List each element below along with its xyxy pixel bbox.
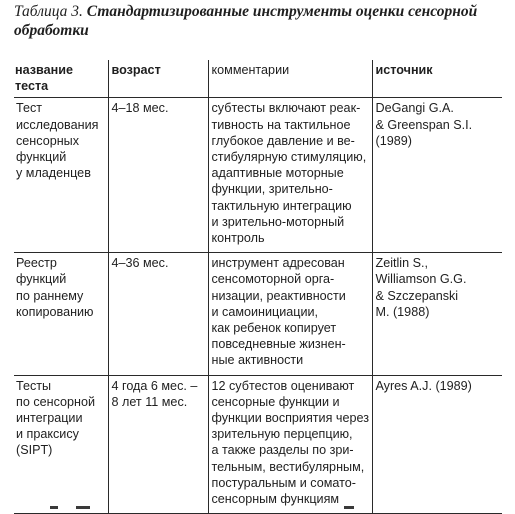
cell-comments-line: глубокое давление и ве- [211, 133, 355, 148]
cell-comments-line: функции, зрительно- [211, 182, 333, 197]
cell-age [108, 98, 208, 253]
cell-age [108, 375, 208, 514]
cell-comments-line: и зрительно-моторный [211, 214, 345, 229]
cell-comments-line: тивность на тактильное [211, 117, 351, 132]
cell-comments-line: и самоинициации, [211, 304, 319, 319]
cell-name-line: Тесты [16, 378, 52, 393]
cell-name-line: у младенцев [16, 166, 91, 181]
cell-comments-line: 12 субтестов оценивают [211, 378, 355, 393]
cell-name [14, 98, 108, 253]
cell-comments-line: как ребенок копирует [211, 321, 337, 336]
table-row [14, 98, 502, 253]
cell-name [14, 375, 108, 514]
table-row [14, 375, 502, 514]
cell-age-line: 4–18 мес. [111, 101, 169, 116]
table-row [14, 253, 502, 375]
cell-name-line: функций [16, 150, 67, 165]
cell-comments-line: ные активности [211, 353, 304, 368]
cell-name-line: по раннему [16, 288, 84, 303]
cell-comments-line: адаптивные моторные [211, 166, 344, 181]
cell-source-line: M. (1988) [375, 304, 430, 319]
cell-source-line: & Greenspan S.I. [375, 117, 473, 132]
cell-name-line: и праксису [16, 427, 79, 442]
cell-age [108, 253, 208, 375]
table-caption-title: Стандартизированные инструменты оценки сенсорной обработки [14, 3, 478, 39]
cell-comments-line: субтесты включают реак- [211, 101, 361, 116]
table-header-row [14, 60, 502, 98]
cell-comments-line: контроль [211, 231, 265, 246]
cell-comments-line: тельным, вестибулярным, [211, 459, 365, 474]
cell-name-line: по сенсорной [16, 394, 96, 409]
header-age: возраст [108, 60, 208, 98]
cell-source-line: Zeitlin S., [375, 256, 428, 271]
cell-source [372, 98, 502, 253]
cell-name-line: Тест [16, 101, 43, 116]
cell-source-line: Ayres A.J. (1989) [375, 378, 472, 393]
cell-name-line: копированию [16, 304, 94, 319]
cell-name-line: интеграции [16, 411, 83, 426]
cell-comments-line: зрительную перцепцию, [211, 427, 353, 442]
cell-source [372, 253, 502, 375]
header-source: источник [372, 60, 502, 98]
cell-name-line: (SIPT) [16, 443, 53, 458]
cell-name-line: функций [16, 272, 67, 287]
cell-comments-line: инструмент адресован [211, 256, 345, 271]
cell-comments-line: сенсорным функциям [211, 492, 340, 507]
cell-source [372, 375, 502, 514]
cell-age-line: 8 лет 11 мес. [111, 394, 188, 409]
header-name-line: теста [15, 79, 49, 94]
cell-source-line: (1989) [375, 133, 412, 148]
cell-name [14, 253, 108, 375]
cell-source-line: DeGangi G.A. [375, 101, 454, 116]
table-caption-label: Таблица 3. [14, 3, 83, 20]
cell-comments-line: функции восприятия через [211, 411, 369, 426]
cell-name-line: сенсорных [16, 133, 80, 148]
cell-source-line: Williamson G.G. [375, 272, 467, 287]
header-name-line: название [15, 63, 73, 77]
cell-name-line: Реестр [16, 256, 57, 271]
cell-comments-line: сенсорные функции и [211, 394, 340, 409]
cell-comments-line: постуральным и сомато- [211, 475, 356, 490]
cell-comments [208, 253, 372, 375]
cell-comments-line: стибулярную стимуляцию, [211, 150, 367, 165]
cell-comments-line: повседневные жизнен- [211, 337, 346, 352]
cell-age-line: 4 года 6 мес. – [111, 378, 198, 393]
cell-age-line: 4–36 мес. [111, 256, 169, 271]
cell-name-line: исследования [16, 117, 99, 132]
cell-comments-line: сенсомоторной орга- [211, 272, 335, 287]
table-caption [14, 2, 504, 40]
cell-source-line: & Szczepanski [375, 288, 459, 303]
assessment-tools-table [14, 60, 502, 514]
header-comments: комментарии [208, 60, 372, 98]
cell-comments [208, 375, 372, 514]
next-paragraph-fragment [14, 506, 504, 514]
cell-comments [208, 98, 372, 253]
header-name [14, 60, 108, 98]
cell-comments-line: а также разделы по зри- [211, 443, 354, 458]
cell-comments-line: низации, реактивности [211, 288, 346, 303]
cell-comments-line: тактильную интеграцию [211, 198, 352, 213]
